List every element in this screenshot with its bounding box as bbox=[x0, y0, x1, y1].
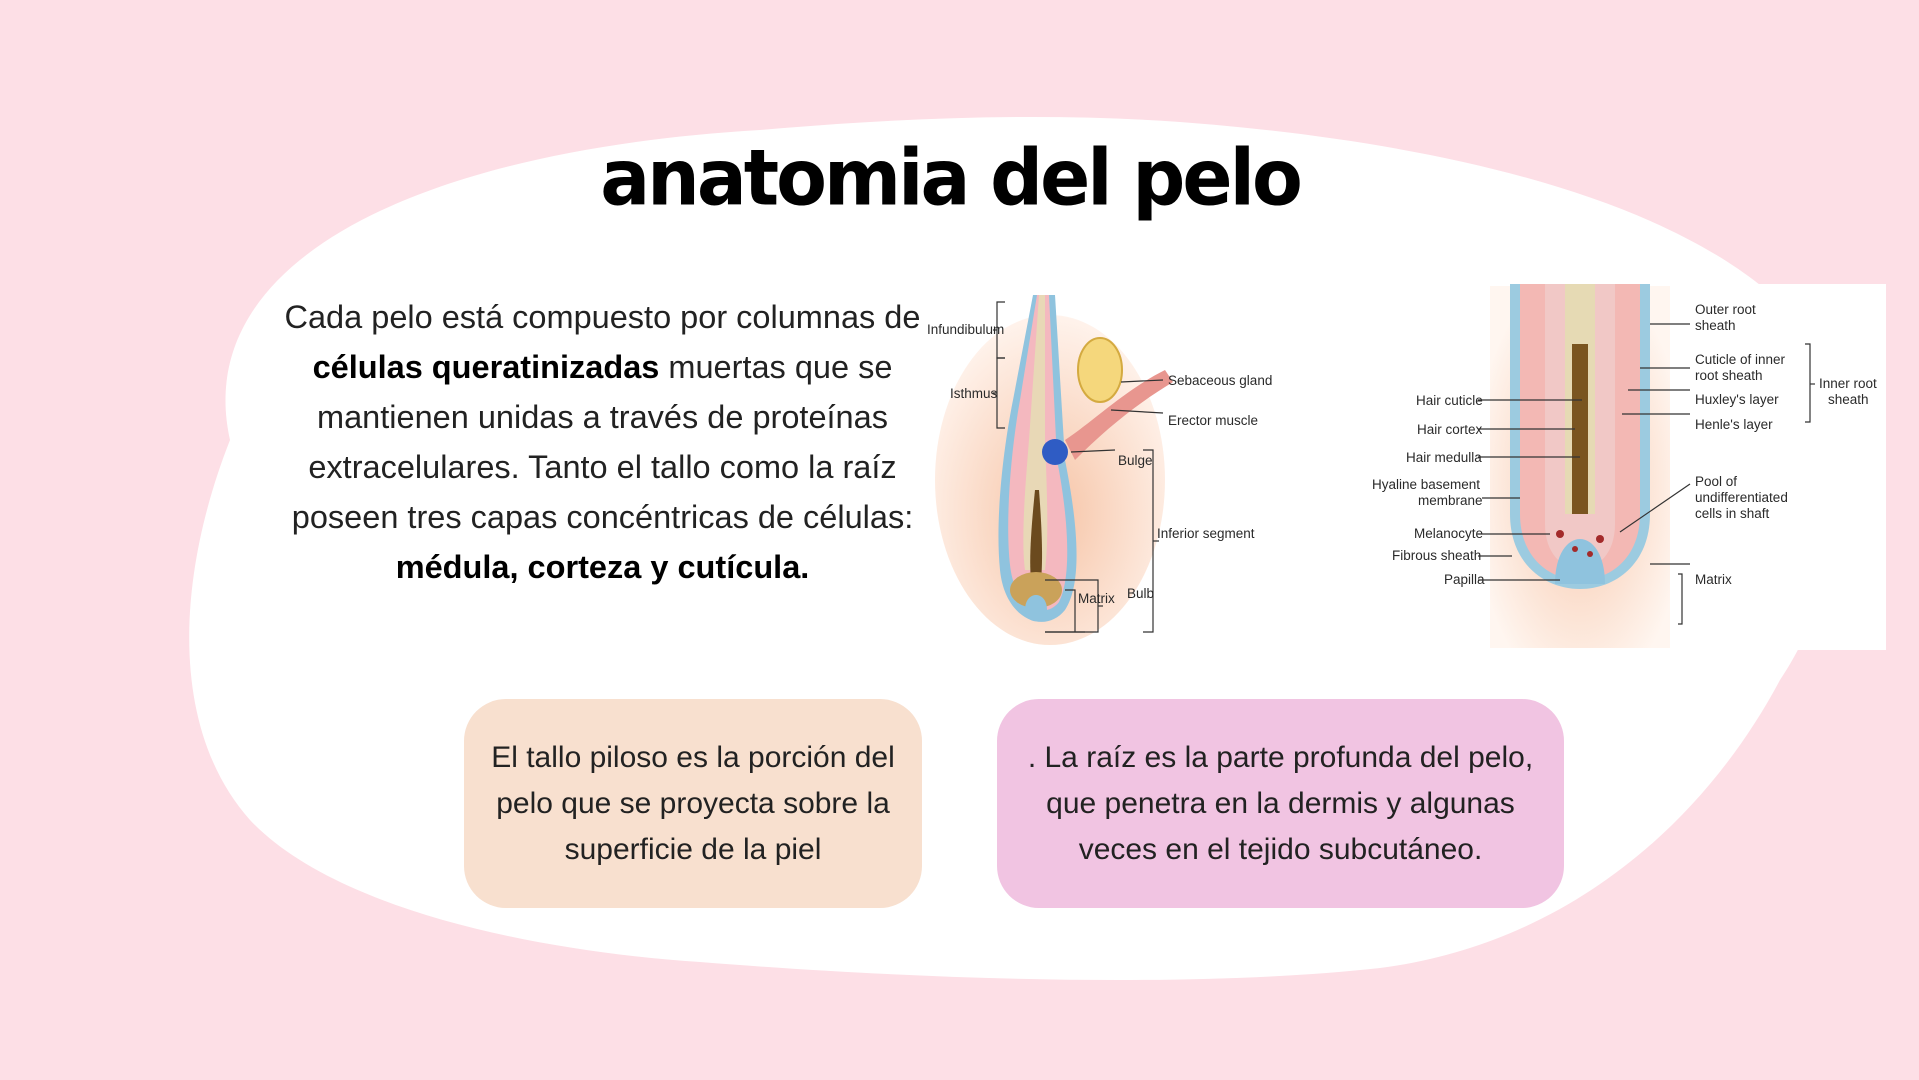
hair-root-text: . La raíz es la parte profunda del pelo, que penetra en la dermis y algunas veces en el tejido subcutáneo. bbox=[1027, 740, 1534, 866]
label-huxley: Huxley's layer bbox=[1695, 392, 1779, 407]
intro-bold-layers: médula, corteza y cutícula. bbox=[395, 549, 810, 585]
intro-paragraph bbox=[270, 292, 935, 592]
label-inferior-segment: Inferior segment bbox=[1157, 526, 1255, 541]
label-inner-root-1: Inner root bbox=[1819, 376, 1877, 391]
follicle-diagram-right bbox=[1360, 284, 1886, 650]
label-infundibulum: Infundibulum bbox=[927, 322, 1005, 337]
label-pool-2: undifferentiated bbox=[1695, 490, 1788, 505]
label-hyaline-2: membrane bbox=[1418, 493, 1483, 508]
label-henle: Henle's layer bbox=[1695, 417, 1773, 432]
label-bulge: Bulge bbox=[1118, 453, 1153, 468]
label-cuticle-inner-1: Cuticle of inner bbox=[1695, 352, 1786, 367]
intro-bold-keratinized: células queratinizadas bbox=[312, 349, 660, 385]
intro-text-1: Cada pelo está compuesto por columnas de bbox=[284, 299, 921, 335]
label-outer-root-1: Outer root bbox=[1695, 302, 1756, 317]
label-matrix: Matrix bbox=[1078, 591, 1115, 606]
label-hair-cuticle: Hair cuticle bbox=[1416, 393, 1483, 408]
label-bulb: Bulb bbox=[1127, 586, 1155, 601]
label-erector-muscle: Erector muscle bbox=[1168, 413, 1259, 428]
hair-root-card bbox=[997, 699, 1564, 908]
label-hair-medulla: Hair medulla bbox=[1406, 450, 1482, 465]
hair-shaft-text: El tallo piloso es la porción del pelo que se proyecta sobre la superficie de la piel bbox=[491, 740, 895, 866]
label-hyaline-1: Hyaline basement bbox=[1372, 477, 1481, 492]
label-matrix-right: Matrix bbox=[1695, 572, 1732, 587]
label-cuticle-inner-2: root sheath bbox=[1695, 368, 1763, 383]
intro-text-2: muertas que se mantienen unidas a través de proteínas extracelulares. Tanto el tallo como la raíz poseen tres capas concéntricas de células: bbox=[291, 349, 914, 535]
label-sebaceous-gland: Sebaceous gland bbox=[1168, 373, 1273, 388]
label-melanocyte: Melanocyte bbox=[1414, 526, 1484, 541]
bulb-illustration bbox=[1490, 284, 1670, 648]
label-hair-cortex: Hair cortex bbox=[1417, 422, 1483, 437]
hair-shaft-card bbox=[464, 699, 922, 908]
label-pool-3: cells in shaft bbox=[1695, 506, 1770, 521]
label-isthmus: Isthmus bbox=[950, 386, 998, 401]
label-outer-root-2: sheath bbox=[1695, 318, 1736, 333]
label-fibrous-sheath: Fibrous sheath bbox=[1392, 548, 1482, 563]
label-papilla: Papilla bbox=[1444, 572, 1485, 587]
label-inner-root-2: sheath bbox=[1828, 392, 1869, 407]
label-pool-1: Pool of bbox=[1695, 474, 1738, 489]
follicle-diagram-left bbox=[925, 290, 1365, 650]
page-title: anatomia del pelo bbox=[600, 132, 1300, 224]
